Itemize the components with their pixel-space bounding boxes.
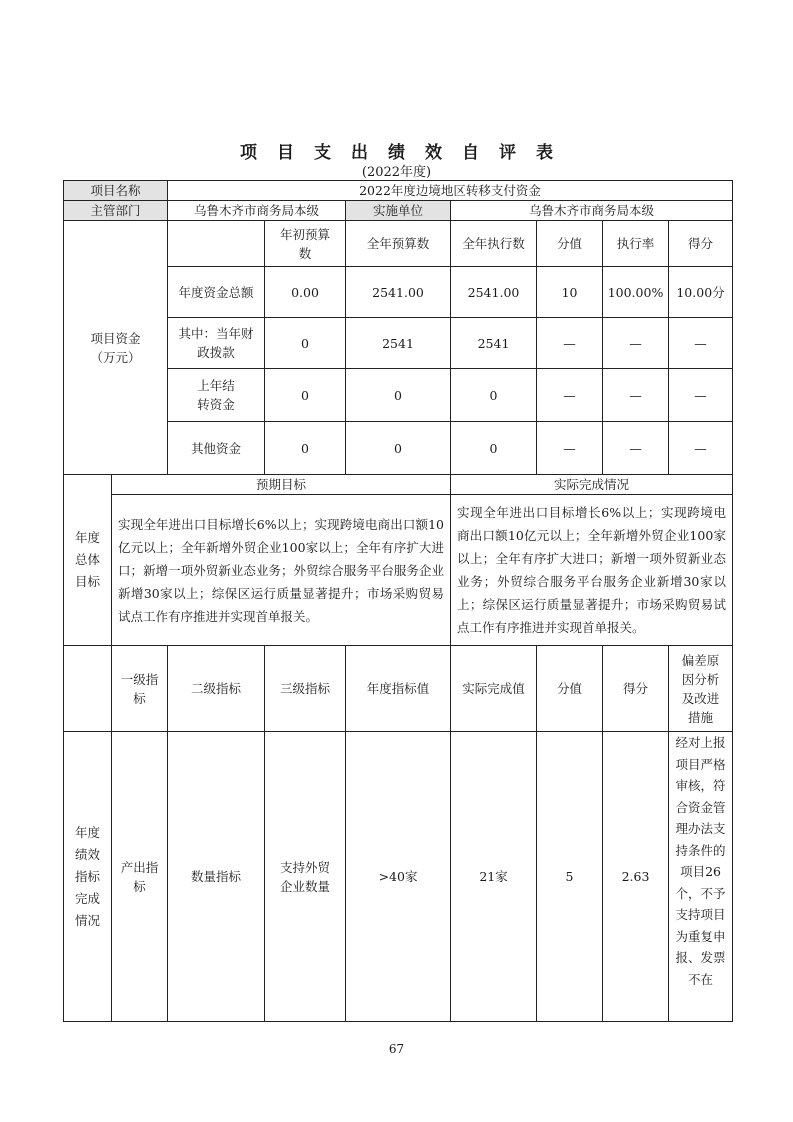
funds-row-name: 其中：当年财 政拨款 bbox=[168, 318, 265, 369]
funds-cell: 2541 bbox=[451, 318, 537, 369]
funds-cell: — bbox=[537, 369, 603, 422]
funds-cell: 0 bbox=[265, 422, 346, 475]
funds-cell: — bbox=[603, 369, 669, 422]
funds-cell: 100.00% bbox=[603, 267, 669, 318]
project-name-value: 2022年度边境地区转移支付资金 bbox=[168, 181, 733, 201]
funds-cell: 10.00分 bbox=[669, 267, 733, 318]
funds-cell: 0 bbox=[451, 422, 537, 475]
indicator-header-target: 年度指标值 bbox=[346, 646, 451, 732]
dept-label: 主管部门 bbox=[64, 201, 168, 221]
funds-label: 项目资金 （万元） bbox=[64, 221, 168, 475]
indicator-score: 2.63 bbox=[603, 732, 669, 1022]
indicator-header-actual: 实际完成值 bbox=[451, 646, 537, 732]
funds-row-name: 其他资金 bbox=[168, 422, 265, 475]
funds-header-executed: 全年执行数 bbox=[451, 221, 537, 267]
funds-cell: 2541 bbox=[346, 318, 451, 369]
funds-header-score: 得分 bbox=[669, 221, 733, 267]
funds-cell: 10 bbox=[537, 267, 603, 318]
indicator-header-level3: 三级指标 bbox=[265, 646, 346, 732]
indicator-level2: 数量指标 bbox=[168, 732, 265, 1022]
indicator-target: >40家 bbox=[346, 732, 451, 1022]
expected-goal-header: 预期目标 bbox=[112, 475, 451, 495]
funds-cell: 0 bbox=[265, 318, 346, 369]
funds-cell: 2541.00 bbox=[346, 267, 451, 318]
funds-cell: 0 bbox=[346, 369, 451, 422]
impl-unit-label: 实施单位 bbox=[346, 201, 451, 221]
funds-cell: 0.00 bbox=[265, 267, 346, 318]
funds-header-budget: 全年预算数 bbox=[346, 221, 451, 267]
funds-cell: — bbox=[603, 318, 669, 369]
indicator-level3: 支持外贸 企业数量 bbox=[265, 732, 346, 1022]
funds-header-blank bbox=[168, 221, 265, 267]
funds-cell: — bbox=[669, 318, 733, 369]
indicator-section-label: 年度 绩效 指标 完成 情况 bbox=[64, 732, 112, 1022]
funds-row-name: 年度资金总额 bbox=[168, 267, 265, 318]
funds-cell: 0 bbox=[451, 369, 537, 422]
actual-goal-text: 实现全年进出口目标增长6%以上；实现跨境电商出口额10亿元以上；全年新增外贸企业100家以上；全年有序扩大进口；新增一项外贸新业态业务；外贸综合服务平台服务企业新增30家以上；综保区运行质量显著提升；市场采购贸易试点工作有序推进并实现首单报关。 bbox=[451, 495, 733, 646]
indicator-score-value: 5 bbox=[537, 732, 603, 1022]
project-name-label: 项目名称 bbox=[64, 181, 168, 201]
indicator-header-blank bbox=[64, 646, 112, 732]
page-number: 67 bbox=[388, 1042, 405, 1056]
page-title: 项目支出绩效自评表 bbox=[240, 143, 573, 163]
funds-cell: 2541.00 bbox=[451, 267, 537, 318]
funds-cell: — bbox=[537, 318, 603, 369]
indicator-header-level2: 二级指标 bbox=[168, 646, 265, 732]
actual-goal-header: 实际完成情况 bbox=[451, 475, 733, 495]
funds-row-name: 上年结 转资金 bbox=[168, 369, 265, 422]
funds-cell: — bbox=[669, 369, 733, 422]
indicator-header-level1: 一级指 标 bbox=[112, 646, 168, 732]
indicator-reason: 经对上报项目严格审核，符合资金管理办法支持条件的项目26个，不予支持项目为重复申报、发票不在 bbox=[669, 732, 733, 1022]
performance-table bbox=[63, 180, 733, 1022]
expected-goal-text: 实现全年进出口目标增长6%以上；实现跨境电商出口额10亿元以上；全年新增外贸企业100家以上；全年有序扩大进口；新增一项外贸新业态业务；外贸综合服务平台服务企业新增30家以上；综保区运行质量显著提升；市场采购贸易试点工作有序推进并实现首单报关。 bbox=[112, 495, 451, 646]
funds-cell: — bbox=[537, 422, 603, 475]
funds-cell: — bbox=[603, 422, 669, 475]
funds-header-score-value: 分值 bbox=[537, 221, 603, 267]
indicator-header-score-value: 分值 bbox=[537, 646, 603, 732]
indicator-actual: 21家 bbox=[451, 732, 537, 1022]
page-subtitle: (2022年度) bbox=[361, 165, 432, 180]
funds-cell: 0 bbox=[265, 369, 346, 422]
impl-unit-value: 乌鲁木齐市商务局本级 bbox=[451, 201, 733, 221]
indicator-header-reason: 偏差原 因分析 及改进 措施 bbox=[669, 646, 733, 732]
indicator-header-score: 得分 bbox=[603, 646, 669, 732]
goals-label: 年度 总体 目标 bbox=[64, 475, 112, 646]
funds-cell: — bbox=[669, 422, 733, 475]
funds-header-initial: 年初预算 数 bbox=[265, 221, 346, 267]
indicator-level1: 产出指 标 bbox=[112, 732, 168, 1022]
funds-header-rate: 执行率 bbox=[603, 221, 669, 267]
funds-cell: 0 bbox=[346, 422, 451, 475]
dept-value: 乌鲁木齐市商务局本级 bbox=[168, 201, 346, 221]
